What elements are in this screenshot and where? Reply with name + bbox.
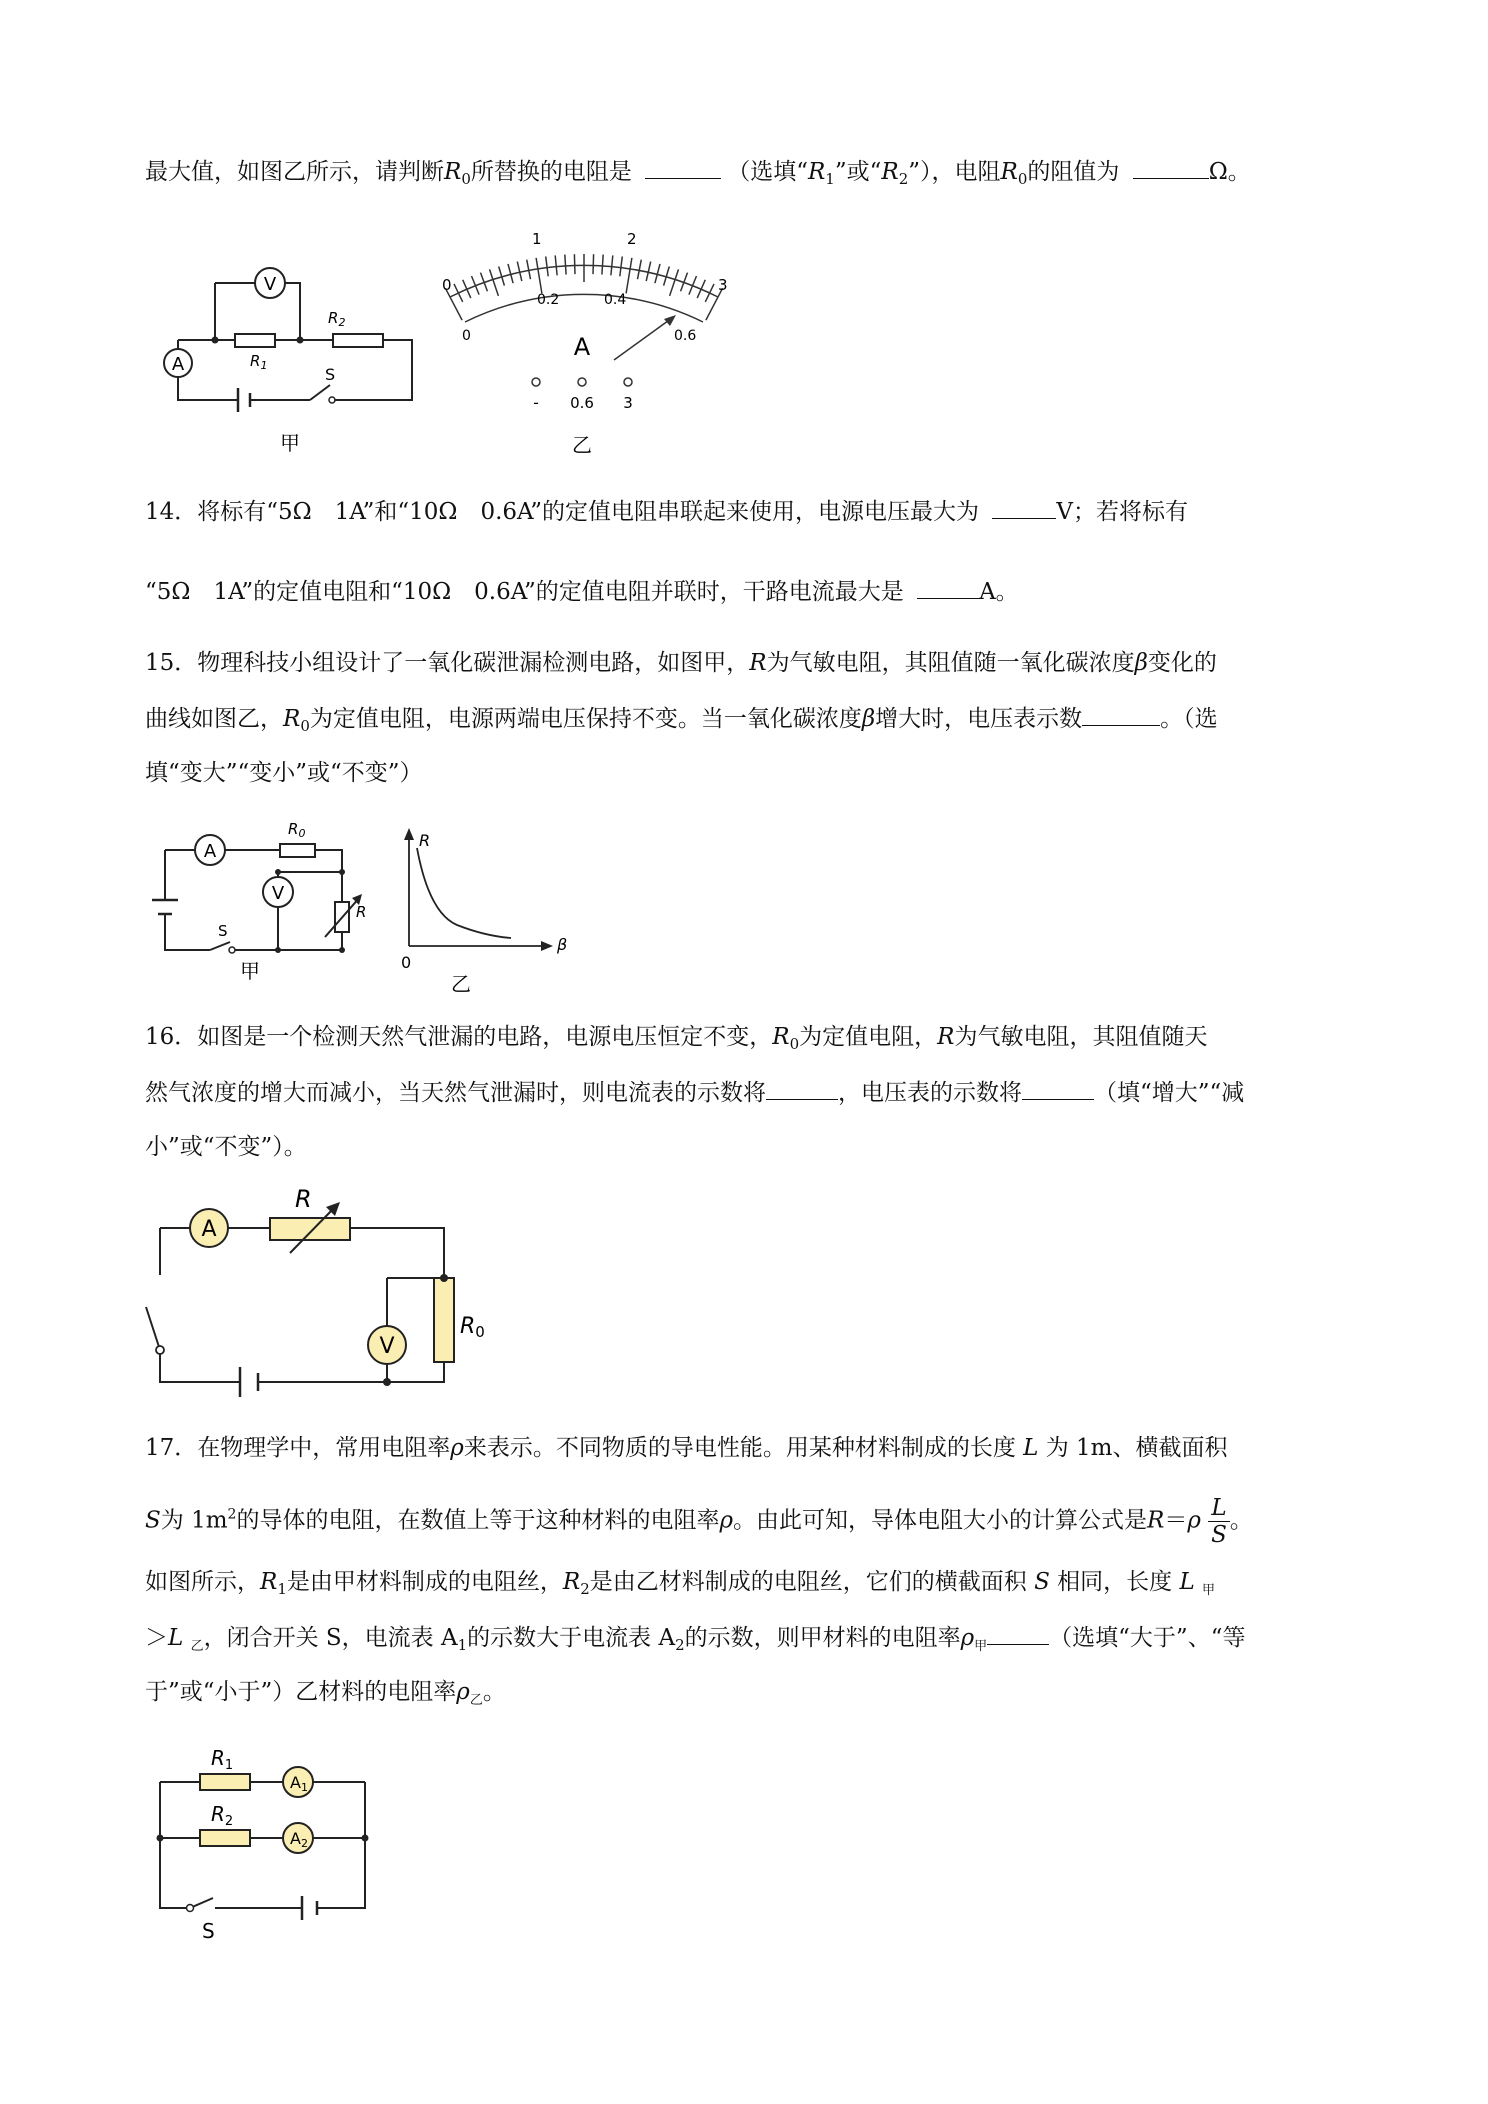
formula-denominator: S xyxy=(1211,1522,1227,1548)
dial-tick xyxy=(670,269,679,296)
formula-numerator: L xyxy=(1208,1495,1230,1522)
switch-label: S xyxy=(325,365,336,384)
a2-label: A2 xyxy=(290,1829,308,1850)
outer-tick-0: 0 xyxy=(442,276,452,294)
q15-text: 物理科技小组设计了一氧化碳泄漏检测电路，如图甲， xyxy=(197,650,750,676)
answer-blank-q17[interactable] xyxy=(987,1622,1049,1645)
inner-tick-0: 0 xyxy=(462,328,471,344)
formula-rho: ρ xyxy=(1187,1507,1201,1534)
subscript-yi: 乙 xyxy=(190,1639,204,1654)
q16-line-3 xyxy=(145,1132,307,1162)
q15-line-1 xyxy=(145,648,1217,678)
answer-blank-q13-a[interactable] xyxy=(645,156,721,179)
rho-symbol: ρ xyxy=(450,1435,464,1461)
a2-subscript: 2 xyxy=(675,1636,685,1654)
dial-tick xyxy=(536,258,542,294)
r1-label: $R_1$ xyxy=(250,352,268,372)
figure-caption-yi: 乙 xyxy=(572,433,592,457)
q17-text: 的导体的电阻，在数值上等于这种材料的电阻率 xyxy=(236,1507,720,1534)
question-number-16: 16． xyxy=(145,1024,198,1050)
r2-symbol: R xyxy=(562,1569,581,1595)
q16-text: 然气浓度的增大而减小，当天然气泄漏时，则电流表的示数将 xyxy=(145,1080,766,1106)
dial-tick xyxy=(454,284,463,302)
dial-tick xyxy=(463,280,471,298)
dial-tick xyxy=(490,269,499,296)
q17-text: 。 xyxy=(482,1679,506,1705)
l-symbol: L xyxy=(1023,1435,1039,1461)
answer-blank-q16-a[interactable] xyxy=(766,1077,838,1100)
r0-subscript: 0 xyxy=(461,170,471,188)
s-symbol: S xyxy=(1034,1569,1050,1595)
dial-tick xyxy=(574,254,575,274)
r0-label: R0 xyxy=(460,1314,485,1341)
dial-tick xyxy=(555,255,557,275)
q16-line-2 xyxy=(145,1077,1244,1108)
q16-circuit xyxy=(140,1185,485,1410)
answer-blank-q15[interactable] xyxy=(1082,703,1160,726)
dial-tick xyxy=(705,284,714,302)
a1-subscript: 1 xyxy=(457,1636,468,1654)
outer-tick-1: 1 xyxy=(532,230,542,248)
q13-circuit-jia xyxy=(150,258,430,458)
meter-needle xyxy=(614,318,672,360)
q17-line-3 xyxy=(145,1567,1215,1606)
q13-tail-line xyxy=(145,156,1251,194)
rho-symbol: ρ xyxy=(456,1679,470,1705)
subscript-jia: 甲 xyxy=(1202,1583,1216,1598)
l-symbol: L xyxy=(1179,1569,1195,1595)
r1-subscript: 1 xyxy=(825,170,835,188)
ammeter-label: A xyxy=(203,841,217,862)
figure-caption-yi: 乙 xyxy=(451,972,471,996)
q17-line-1 xyxy=(145,1433,1227,1463)
q17-line-2 xyxy=(145,1495,1253,1548)
dial-tick xyxy=(697,280,705,298)
meter-unit: A xyxy=(573,333,591,361)
superscript-2: 2 xyxy=(227,1506,237,1523)
q15-text: 曲线如图乙， xyxy=(145,706,283,732)
q17-line-5 xyxy=(145,1677,506,1716)
r2-subscript: 2 xyxy=(898,170,909,188)
q15-line-3 xyxy=(145,758,423,788)
r-symbol: R xyxy=(937,1024,955,1050)
q17-text: 是由乙材料制成的电阻丝，它们的横截面积 xyxy=(589,1569,1027,1595)
ammeter-label: A xyxy=(171,354,185,375)
dial-tick xyxy=(638,260,642,280)
outer-tick-2: 2 xyxy=(627,230,637,248)
answer-blank-q14-b[interactable] xyxy=(917,576,979,599)
q17-text: 的示数大于电流表 A xyxy=(467,1625,676,1651)
q15-text: 填“变大”“变小”或“不变”） xyxy=(145,760,423,786)
q15-text: 。（选 xyxy=(1160,706,1218,732)
q17-circuit xyxy=(145,1730,385,1945)
formula-equals: ＝ xyxy=(1164,1507,1188,1534)
q15-text: 增大时，电压表示数 xyxy=(875,706,1083,732)
q16-text: 为定值电阻， xyxy=(799,1024,938,1050)
q17-text: ＞ xyxy=(145,1625,168,1651)
outer-tick-3: 3 xyxy=(718,276,728,294)
needle-arrowhead xyxy=(664,315,676,326)
q17-text: 。 xyxy=(1229,1507,1253,1534)
q13-text: 最大值，如图乙所示，请判断 xyxy=(145,159,444,185)
q17-text: （选填“大于”、“等 xyxy=(1049,1625,1246,1651)
origin-label: 0 xyxy=(401,953,412,972)
y-axis-label: R xyxy=(419,831,431,850)
q14-text: “5Ω 1A”的定值电阻和“10Ω 0.6A”的定值电阻并联时，干路电流最大是 xyxy=(145,579,904,605)
question-number-15: 15． xyxy=(145,650,198,676)
dial-tick xyxy=(611,255,613,275)
r2-subscript: 2 xyxy=(580,1580,590,1598)
q17-text: 为 1m、横截面积 xyxy=(1045,1435,1228,1461)
ohm-unit: Ω。 xyxy=(1208,159,1251,185)
voltmeter-label: V xyxy=(263,274,277,295)
a1-label: A1 xyxy=(290,1773,308,1794)
r-symbol: R xyxy=(749,650,767,676)
q17-text: 的示数，则甲材料的电阻率 xyxy=(684,1625,961,1651)
terminal-minus: - xyxy=(533,393,539,412)
q15-line-2 xyxy=(145,703,1218,741)
rho-symbol: ρ xyxy=(719,1507,733,1534)
switch-label: S xyxy=(218,922,228,940)
q17-text: 如图所示， xyxy=(145,1569,260,1595)
r1-subscript: 1 xyxy=(277,1580,287,1598)
q17-text: ，闭合开关 S，电流表 A xyxy=(203,1625,458,1651)
q17-text: 来表示。不同物质的导电性能。用某种材料制成的长度 xyxy=(463,1435,1016,1461)
r0-subscript: 0 xyxy=(300,717,310,735)
r1-symbol: R xyxy=(807,159,826,185)
q15-graph-yi xyxy=(395,828,575,998)
beta-symbol: β xyxy=(861,706,876,732)
voltmeter-label: V xyxy=(379,1334,395,1359)
q16-text: 如图是一个检测天然气泄漏的电路，电源电压恒定不变， xyxy=(197,1024,773,1050)
q13-text: ”），电阻 xyxy=(908,159,1001,185)
q16-line-1 xyxy=(145,1022,1207,1059)
q17-text: 是由甲材料制成的电阻丝， xyxy=(286,1569,563,1595)
inner-tick-3: 0.6 xyxy=(674,328,697,344)
r-beta-curve xyxy=(417,848,511,938)
figure-caption-jia: 甲 xyxy=(240,959,260,983)
terminal-3: 3 xyxy=(623,394,633,412)
question-number-17: 17． xyxy=(145,1435,198,1461)
q17-text: 相同，长度 xyxy=(1057,1569,1173,1595)
q16-text: （填“增大”“减 xyxy=(1094,1080,1245,1106)
q16-text: 小”或“不变”）。 xyxy=(145,1134,307,1160)
q17-line-4 xyxy=(145,1622,1245,1662)
q15-text: 变化的 xyxy=(1147,650,1217,676)
q16-text: 为气敏电阻，其阻值随天 xyxy=(954,1024,1208,1050)
q17-text: 。由此可知，导体电阻大小的计算公式是 xyxy=(732,1507,1147,1534)
q17-text: 于”或“小于”）乙材料的电阻率 xyxy=(145,1679,457,1705)
beta-symbol: β xyxy=(1134,650,1148,676)
y-axis-arrow xyxy=(404,828,414,840)
q15-circuit-jia xyxy=(160,812,400,992)
dial-tick xyxy=(602,255,603,275)
dial-tick xyxy=(546,257,549,277)
r-label: R xyxy=(356,903,367,921)
ammeter-label: A xyxy=(201,1217,217,1242)
q13-text: （选填“ xyxy=(727,159,808,185)
rho-symbol: ρ xyxy=(960,1625,975,1651)
r2-label: $R_2$ xyxy=(211,1802,234,1829)
r0-symbol: R xyxy=(772,1024,790,1050)
q13-ammeter-dial xyxy=(432,222,732,462)
l-symbol: L xyxy=(168,1625,184,1651)
voltmeter-label: V xyxy=(271,883,285,904)
switch-label: S xyxy=(202,1919,215,1943)
formula-r: R xyxy=(1146,1507,1165,1534)
q14-text: A。 xyxy=(979,579,1019,605)
question-number-14: 14． xyxy=(145,499,198,525)
r0-symbol: R xyxy=(1000,159,1018,185)
q15-text: 为气敏电阻，其阻值随一氧化碳浓度 xyxy=(766,650,1135,676)
r0-subscript: 0 xyxy=(789,1035,800,1053)
answer-blank-q14-a[interactable] xyxy=(992,496,1056,519)
r0-label: $R_0$ xyxy=(288,820,306,840)
inner-tick-1: 0.2 xyxy=(537,292,560,308)
q14-line-2 xyxy=(145,576,1019,607)
dial-tick xyxy=(593,254,594,274)
subscript-yi: 乙 xyxy=(469,1693,483,1708)
q14-text: V；若将标有 xyxy=(1056,499,1188,525)
r0-symbol: R xyxy=(444,159,462,185)
answer-blank-q13-b[interactable] xyxy=(1133,156,1209,179)
x-axis-label: β xyxy=(557,935,568,954)
q17-text: 在物理学中，常用电阻率 xyxy=(197,1435,451,1461)
q13-text: 所替换的电阻是 xyxy=(470,159,632,185)
r2-symbol: R xyxy=(881,159,899,185)
subscript-jia: 甲 xyxy=(974,1639,988,1654)
terminal-0-6: 0.6 xyxy=(570,394,594,412)
dial-tick xyxy=(565,255,566,275)
q13-text: 的阻值为 xyxy=(1027,159,1120,185)
inner-tick-2: 0.4 xyxy=(604,292,627,308)
q14-line-1 xyxy=(145,496,1188,527)
q15-text: 为定值电阻，电源两端电压保持不变。当一氧化碳浓度 xyxy=(309,706,862,732)
dial-tick xyxy=(626,258,632,294)
formula-fraction xyxy=(1208,1495,1230,1548)
x-axis-arrow xyxy=(541,941,553,951)
r2-label: $R_2$ xyxy=(328,309,346,329)
r1-symbol: R xyxy=(260,1569,278,1595)
q17-text: 为 1m xyxy=(160,1507,228,1534)
answer-blank-q16-b[interactable] xyxy=(1022,1077,1094,1100)
r0-symbol: R xyxy=(283,706,301,732)
q13-text: ”或“ xyxy=(834,159,882,185)
q16-text: ，电压表的示数将 xyxy=(838,1080,1022,1106)
dial-ticks xyxy=(445,254,722,320)
r0-subscript: 0 xyxy=(1017,170,1028,188)
q14-text: 将标有“5Ω 1A”和“10Ω 0.6A”的定值电阻串联起来使用，电源电压最大为 xyxy=(197,499,980,525)
dial-tick xyxy=(620,257,623,277)
r1-label: $R_1$ xyxy=(211,1746,234,1773)
figure-caption-jia: 甲 xyxy=(280,431,300,455)
r-label: R xyxy=(295,1185,312,1213)
dial-tick xyxy=(527,260,531,280)
s-symbol: S xyxy=(145,1507,161,1534)
